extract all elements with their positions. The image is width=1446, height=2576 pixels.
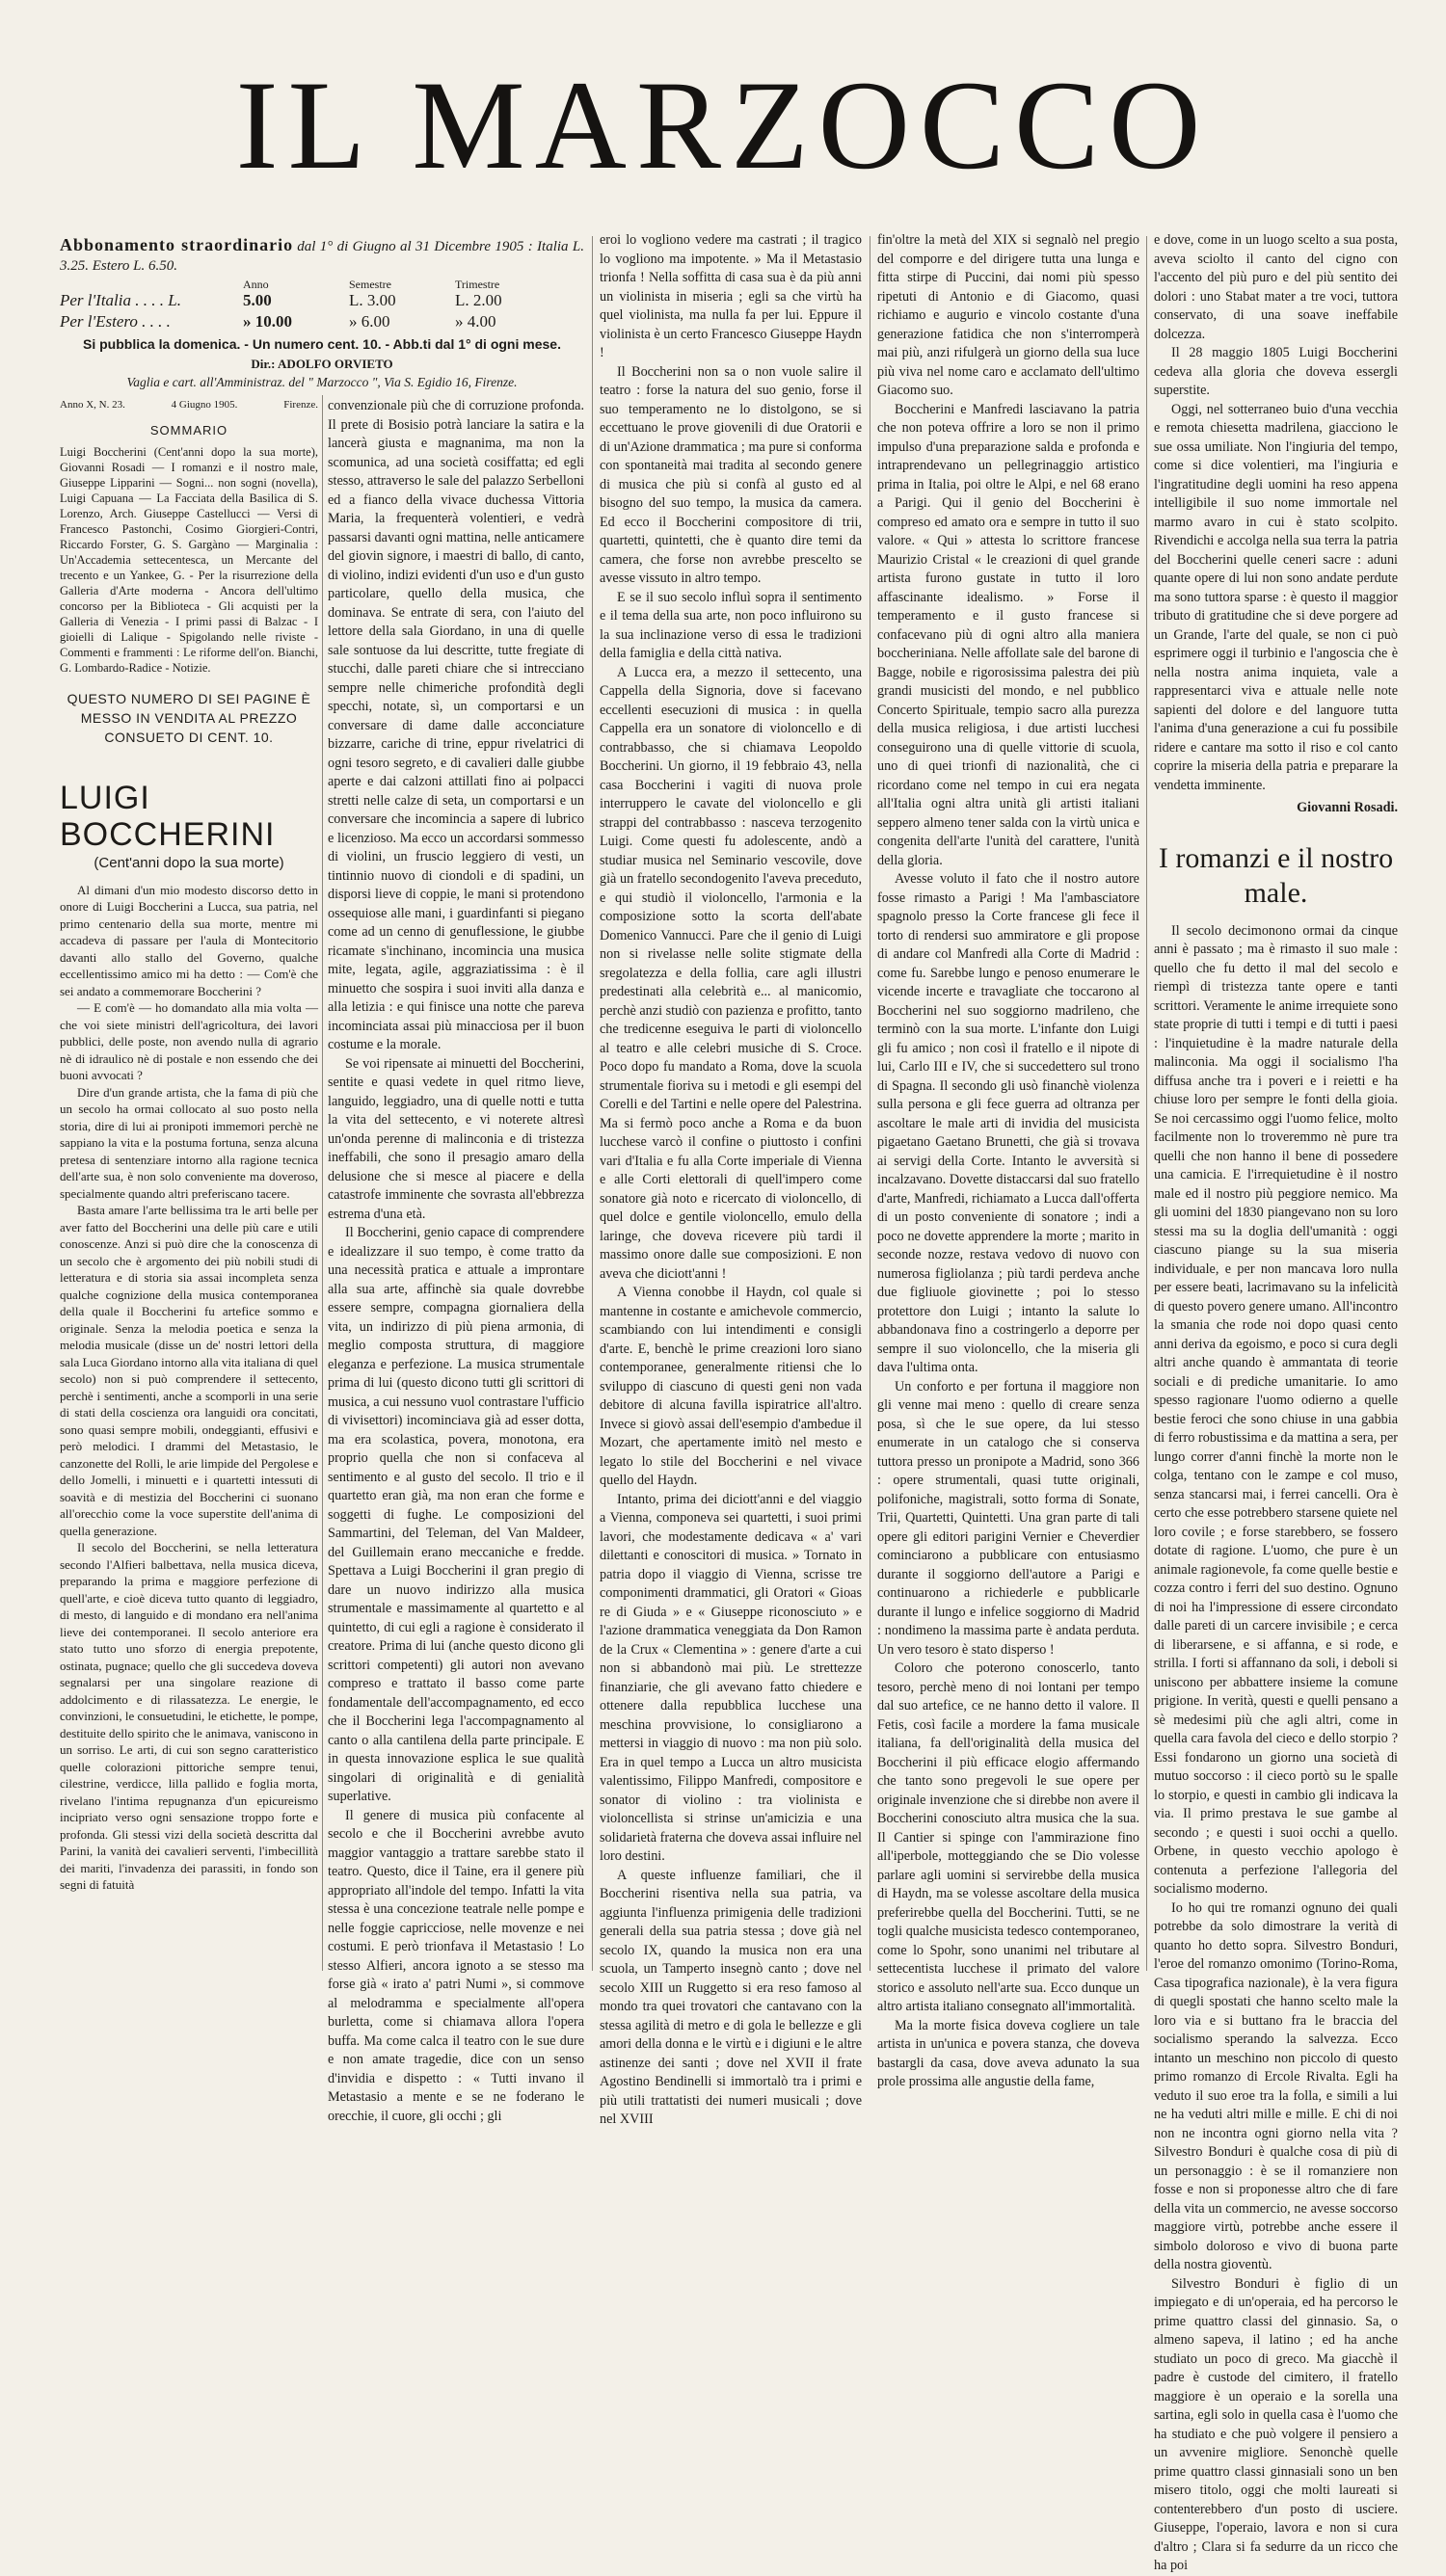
paragraph: Basta amare l'arte bellissima tra le arti belle per aver fatto del Boccherini una delle più care e utili conoscenze. Anzi si può dire che la conoscenza di un secolo che è argomento dei più nobili studi di letteratura e di storia sia assai incompleta senza qualche cognizione della musica contemporanea della quale il Boccherini fu artefice sommo e originale. Senza la melodia poetica e senza la melodia musicale (disse un de' nostri lettori della sala Luca Giordano intorno alla vita italiana di quel secolo) non si può comprendere il settecento, perchè i sentimenti, anche a scomporli in una serie di stati della coscienza ora languidi ora concitati, sono quasi sempre mobili, ondeggianti, effusivi e però melodici. I drammi del Metastasio, le canzonette del Rolli, le arie limpide del Pergolese e dello Jomelli, i minuetti e i quartetti intessuti di soavità e di mestizia del Boccherini ci suonano all'orecchio come la voce superstite dell'anima di quella generazione. (60, 1203, 318, 1538)
issue-city: Firenze. (283, 399, 318, 411)
publication-info: Si pubblica la domenica. - Un numero cent. 10. - Abb.ti dal 1° di ogni mese. (83, 336, 561, 352)
price-row-estero (60, 312, 584, 333)
article-2-title: I romanzi e il nostro male. (1158, 841, 1394, 909)
paragraph: Il genere di musica più confacente al secolo e che il Boccherini avrebbe avuto maggior vantaggio a trattare sarebbe stato il teatro. Questo, dice il Taine, era il genere più appropriato all'indole del tempo. Infatti la vita stessa è una concezione teatrale nelle pompe e nelle foggie capricciose, nelle movenze e nei costumi. E però trionfava il Metastasio ! Lo stesso Alfieri, ancora ignoto a se stesso ma forse già « irato a' patri Numi », si commove al melodramma e specialmente all'opera burletta, come si chiamava allora l'opera buffa. Ma come calca il teatro con le sue dure e non amate tragedie, dice con un senso d'invidia e dispetto : « Tutti invano il Metastasio a mente e se ne foderano le orecchie, il cuore, gli occhi ; gli (328, 1807, 584, 2124)
subscription-dates: dal 1° di Giugno al 31 Dicembre 1905 : Italia L. 3.25. Estero L. 6.50. (60, 239, 584, 274)
paragraph: Il Boccherini non sa o non vuole salire il teatro : forse la natura del suo genio, forse il suo temperamento ne lo distolgono, se si eccettuano le prove giovenili di due Oratorii e di un'Azione drammatica ; ma pure si conforma con spontaneità mai tradita al secondo genere di musica che più si confà al gusto ed al bisogno del suo tempo, la musica da camera. Ed ecco il Boccherini compositore di trii, quartetti, quintetti, che è quanto dire temi da camera, che forse non avrebbe prescelto se avesse vissuto in altro tempo. (600, 363, 862, 586)
italia-label: Per l'Italia . . . . L. (60, 291, 181, 309)
sommario-text: Luigi Boccherini (Cent'anni dopo la sua morte), Giovanni Rosadi — I romanzi e il nostro male, Giuseppe Lipparini — Sogni... non sogni (novella), Luigi Capuana — La Facciata della Basilica di S. Lorenzo, Arch. Giuseppe Castellucci — Versi di Francesco Pastonchi, Cosimo Giorgieri-Contri, Riccardo Forster, G. S. Gargàno — Marginalia : Un'Accademia settecentesca, un Mercante del trecento e un Yankee, G. - Per la risurrezione della Galleria d'Arte moderna - Ancora dell'ultimo concorso per la Biblioteca - Gli acquisti per la Galleria di Venezia - I primi passi di Balzac - I gioielli di Lalique - Spigolando nelle riviste - Commenti e frammenti : Le riforme dell'on. Bianchi, G. Lombardo-Radice - Notizie. (60, 445, 318, 675)
paragraph: E se il suo secolo influì sopra il sentimento e il tema della sua arte, non poco influirono su la sua inclinazione verso di essa le tradizioni della famiglia e della città nativa. (600, 589, 862, 661)
column-divider (1146, 236, 1147, 1971)
paragraph: Avesse voluto il fato che il nostro autore fosse rimasto a Parigi ! Ma l'ambasciatore spagnolo presso la Corte francese gli fece il torto di rendersi suo ammiratore e gli propose di andare col Manfredi alla Corte di Madrid : come fu. Sarebbe lungo e penoso enumerare le vicende incerte e travagliate che toccarono al Boccherini nel suo soggiorno madrileno, che terminò con la sua morte. L'infante don Luigi gli fu amico ; non così il fratello e il nipote di lui, Carlo III e IV, che si succedettero sul trono di Spagna. Il secondo gli usò financhè violenza sulla persona e gli fece guerra ad oltranza per ascoltare le male arti di invidia del musicista pigaetano Gaetano Brunetti, che già si trovava ai servigi della Corte. Intanto le avversità si incalzavano. Dovette distaccarsi dal suo fratello d'arte, Manfredi, richiamato a Lucca dall'offerta di un posto conveniente di sonatore ; indi a poco ne dovette apprendere la morte ; marito in seconde nozze, restava vedovo di nuovo con numerosa figliolanza ; più tardi perdeva anche due figliuole giovinette ; poi lo stesso protettore don Luigi ; intanto la salute lo abbandonava fino a costringerlo a deporre per sempre il suo violoncello, che la miseria gli dava l'ultima onta. (877, 871, 1139, 1375)
column-4 (877, 231, 1139, 2089)
paragraph: e dove, come in un luogo scelto a sua posta, aveva sciolto il canto del cigno con l'accento del più puro e del più sentito dei dolori : uno Stabat mater a tre voci, tuttora conservato, di una soave ineffabile dolcezza. (1154, 232, 1398, 342)
paragraph: Il 28 maggio 1805 Luigi Boccherini cedeva alla gloria che doveva essergli superstite. (1154, 345, 1398, 398)
paragraph: Se voi ripensate ai minuetti del Boccherini, sentite e quasi vedete in quel ritmo lieve, languido, leggiadro, una di quelle notti e tutta la vita del settecento, e vi noterete altresì un'onda perenne di malinconia e di tristezza ineffabili, che sono il presagio amaro della delusione che si mesce al piacere e della catastrofe imminente che sovrasta all'ebbrezza estrema d'una età. (328, 1055, 584, 1222)
estero-trim: » 4.00 (455, 312, 496, 331)
subscription-title: Abbonamento straordinario (60, 235, 294, 254)
paragraph: Boccherini e Manfredi lasciavano la patria che non poteva offrire a loro se non il primo impulso d'una preparazione salda e profonda e intraprendevano un pellegrinaggio artistico prima in Italia, poi oltre le Alpi, e nel 68 erano a Parigi. Qui il genio del Boccherini è compreso ed amato ora e sempre in tutto il suo valore. « Qui » attesta lo scrittore francese Maurizio Cristal « le creazioni di quel grande artista furono gustate in tutto il loro affascinante idealismo. » Forse il temperamento e il gusto francese si confacevano più di ogni altro alla maniera boccheriniana. Nelle affollate sale del barone di Bagge, nobile e rigorosissima palestra dei più grandi musicisti del mondo, e nel pubblico Concerto Spirituale, tempio sacro alla purezza della musica religiosa, i due artisti lucchesi conseguirono una di quelle vittorie di scuola, uno di quei trionfi di nazionalità, che ci ricordano come nel tempo in cui era negata all'Italia ogni altra unità gli artisti italiani seppero almeno tener salda con la virtù unica e congenita dell'arte l'unità del carattere, l'unità della gloria. (877, 401, 1139, 868)
director: Dir.: ADOLFO ORVIETO (251, 356, 393, 371)
column-1 (60, 397, 318, 2132)
sales-notice: QUESTO NUMERO DI SEI PAGINE È MESSO IN VENDITA AL PREZZO CONSUETO DI CENT. 10. (67, 691, 311, 745)
paragraph: Un conforto e per fortuna il maggiore non gli venne mai meno : quello di creare senza posa, sì che le sue opere, da lui stesso enumerate in un catalogo che si conserva tuttora presso un pronipote a Madrid, sono 366 : opere strumentali, quasi tutte originali, polifoniche, magistrali, sotto forma di Sonate, Trii, Quartetti, Quintetti. Una gran parte di tali opere gli editori parigini Vernier e Cheverdier cominciarono a pubblicare con entusiasmo durante il soggiorno dell'autore a Parigi e continuarono a richiederle e pubblicarle durante il lungo e infelice soggiorno di Madrid : nondimeno la massima parte è andata perduta. Un vero tesoro è stato disperso ! (877, 1378, 1139, 1658)
paragraph: Intanto, prima dei diciott'anni e del viaggio a Vienna, componeva sei quartetti, i suoi primi lavori, che modestamente dedicava « a' vari dilettanti e conoscitori di musica. » Tornato in patria dopo il viaggio di Vienna, scrisse tre componimenti drammatici, gli Oratori « Gioas re di Giuda » e « Giuseppe riconosciuto » e l'azione drammatica veneggiata da Don Ramon de la Crux « Clementina » : genere d'arte a cui non si abbandonò mai più. Le strettezze finanziarie, che gli avevano fatto chiedere e ottenere dalla repubblica lucchese una meschina provvisione, lo consigliarono a mettersi in viaggio di nuovo : ma non più solo. Era in quel tempo a Lucca un altro musicista valentissimo, Filippo Manfredi, compositore e sonator di violino : tra violinista e violoncellista si strinse un'amicizia e una solidarietà fraterna che doveva assai influire nel loro destini. (600, 1491, 862, 1864)
column-divider (592, 236, 593, 1971)
head-semestre: Semestre (349, 278, 391, 291)
italia-trim: L. 2.00 (455, 291, 502, 309)
paragraph: Io ho qui tre romanzi ognuno dei quali potrebbe da solo dimostrare la verità di quanto ho detto sopra. Silvestro Bonduri, l'eroe del romanzo omonimo (Torino-Roma, Casa tipografica nazionale), è la vera figura di quegli spostati che hanno scelto male la loro via e si buttano fra le braccia del socialismo sperando la salvezza. Ecco intanto un meschino non piccolo di questo primo romanzo di Ercole Rivalta. Egli ha veduto il suo eroe tra la folla, e simili a lui ne ha veduti altri mille e mille. E chi di noi non ne incontra ogni giorno nella vita ? Silvestro Bonduri è qualche cosa di più di un personaggio : è se il romanziere non fosse e non si proponesse altro che di fare della vita un commercio, ne avesse soccorso maggiore virtù, potrebbe anche essere il simbolo doloroso e vivo di buona parte della nostra gioventù. (1154, 1899, 1398, 2272)
paragraph: fin'oltre la metà del XIX si segnalò nel pregio del comporre e del dirigere tutta una lunga e fitta stirpe di Puccini, dai nomi più spesso ripetuti di Antonio e di Giacomo, quasi richiamo e augurio e vincolo costante d'una generazione fatidica che non s'interromperà mai più, anzi rifulgerà un giorno della sua luce più viva nel nome caro e acclamato dell'ultimo Giacomo suo. (877, 232, 1139, 398)
subscription-block (60, 236, 584, 390)
paragraph: A Vienna conobbe il Haydn, col quale si mantenne in costante e amichevole commercio, scambiando con lui intendimenti e consigli d'arte. E, benchè le prime creazioni loro siano contemporanee, generalmente ritiensi che lo sviluppo di ciascuno di questi geni non vada debitore di alcuna favilla ispiratrice all'altro. Invece si giovò assai dell'esempio d'ambedue il Mozart, che apertamente imitò nel mesto e legato lo stile del Boccherini e nel vivace quello del Haydn. (600, 1285, 862, 1488)
author-signature: Giovanni Rosadi. (1297, 800, 1398, 815)
estero-label: Per l'Estero . . . . (60, 312, 171, 331)
italia-sem: L. 3.00 (349, 291, 396, 309)
paragraph: Il Boccherini, genio capace di comprendere e idealizzare il suo tempo, è come tratto da una necessità pratica e attuale a improntare alla sua arte, affinchè sia quale dovrebbe essere sempre, compagna giornaliera della vita, un indirizzo di più piena armonia, di meglio composta struttura, di maggiore eleganza e perfezione. La musica strumentale prima di lui (questo dicono tutti gli scrittori di musica, a cui nessuno vuol contrastare l'ufficio di vivisettori) incominciava già ad esser dotta, ma era scolastica, povera, monotona, era proprio quella che non si confaceva al sentimento e al gusto del secolo. Il trio e il quartetto eran già, ma non eran che forme e soggetti di fughe. Le composizioni del Sammartini, del Teleman, del Van Maldeer, del Guillemain erano meccaniche e fredde. Spettava a Luigi Boccherini il gran pregio di dare un nuovo indirizzo alla musica strumentale e massimamente al quartetto e al quintetto, di cui egli a ragione è considerato il creatore. Prima di lui (anche questo dicono gli scrittori competenti) gli autori non avevano compreso e trattato il basso come parte fondamentale dell'accompagnamento, ed ecco che il Boccherini lega l'accompagnamento al canto o alla cantilena della parte principale. E in questa innovazione esplica le sue qualità singolari di originalità e di genialità superlative. (328, 1225, 584, 1804)
price-row-italia (60, 291, 584, 312)
paragraph: convenzionale più che di corruzione profonda. Il prete di Bosisio potrà lanciare la satira e la lancerà giusta e magnanima, ma non la scomunica, ad una società cosiffatta; ed egli stesso, attraverso le sale del palazzo Serbelloni ed a fianco della vivace duchessa Vittoria Maria, la frequenterà volentieri, e vedrà passarsi davanti ogni mattina, nelle anticamere del giovin signore, i maestri di ballo, di canto, di violino, indizi evidenti d'un uso e d'un gusto particolare, quello della musica, che dominava. Se entrate di sera, con l'aiuto del lettore della sala Giordano, in una di quelle sale sontuose da lui descritte, tutte fregiate di stucchi, dalle pareti chiare che si intrecciano sempre nelle chimeriche profondità degli specchi, notate, sì, un comportarsi e un conversare di dame dalle acconciature bizzarre, cariche di trine, eppur rivelatrici di ogni tesoro segreto, e di cavalieri dalle giubbe aperte e dai calzoni attillati fino ai polpacci stretti nelle calze di seta, un comportarsi e un conversare che incomincia a sapere di lubrico e licenzioso. Ma ecco un accordarsi sommesso di violini, un fruscio leggiero di vesti, un tintinnio nuovo di ciondoli e di spadini, un disporsi lieve di coppie, le mani si protendono ossequiose alle mani, i guardinfanti si piegano come ad un cenno di genuflessione, le giubbe ricamate s'inchinano, incomincia una musica mite, legata, agile, aggraziatissima : è il minuetto che sospira i suoi inviti alla danza e alla letizia : e qui finisce una notte che pareva incominciata assai più minacciosa per il buon costume e la morale. (328, 398, 584, 1052)
address: Vaglia e cart. all'Amministraz. del " Marzocco ", Via S. Egidio 16, Firenze. (126, 375, 518, 389)
estero-sem: » 6.00 (349, 312, 390, 331)
paragraph: Ma la morte fisica doveva cogliere un tale artista in un'unica e povera stanza, che doveva bastargli da casa, dove aveva adunato la sua prole prossima alle angustie della fame, (877, 2017, 1139, 2089)
issue-number: Anno X, N. 23. (60, 399, 125, 411)
column-divider (322, 395, 323, 1971)
paragraph: A queste influenze familiari, che il Boccherini risentiva nella sua patria, va aggiunta l'influenza primigenia delle tradizioni generali della sua patria stessa ; dove già nel secolo IX, quando la musica non era una scuola, un Tamperto insegnò canto ; dove nel secolo XIII un Ruggetto si era reso famoso al mondo tra quei trovatori che cantavano con la stessa agilità di metro e di gola le bellezze e gli amori della donna e le virtù e i digiuni e le altre astinenze dei santi ; dove nel XVII il frate Agostino Bendinelli si immortalò tra i primi e più utili trattatisti dei numeri musicali ; dove nel XVIII (600, 1867, 862, 2127)
issue-date: 4 Giugno 1905. (171, 399, 238, 411)
head-anno: Anno (243, 278, 269, 291)
subscription-header (60, 276, 584, 291)
column-3 (600, 231, 862, 2127)
estero-anno: » 10.00 (243, 312, 292, 331)
masthead-title: IL MARZOCCO (235, 54, 1211, 196)
paragraph: — E com'è — ho domandato alla mia volta — che voi siete ministri dell'agricoltura, dei lavori pubblici, delle poste, non avendo nulla di agrario nè di idraulico nè di postale e non essendo che dei buoni avvocati ? (60, 1000, 318, 1082)
paragraph: eroi lo vogliono vedere ma castrati ; il tragico lo vogliono ma impotente. » Ma il Metastasio trionfa ! Nella soffitta di casa sua è da più anni un violinista in miseria ; egli sa che virtù ha quel violinista, ma nulla fa per lui. Eppure il violinista è un certo Francesco Giuseppe Haydn ! (600, 232, 862, 360)
article-title: LUIGI BOCCHERINI (60, 780, 276, 853)
sommario-heading: SOMMARIO (149, 422, 228, 438)
paragraph: Il secolo decimonono ormai da cinque anni è passato ; ma è rimasto il suo male : quello che fu detto il mal del secolo e riempì di tristezza tante opere e tanti scrittori. Veramente le anime irrequiete sono state proprie di tutti i tempi e di tutti i paesi : l'inquietudine è la madre naturale della malinconia. Ma oggi il socialismo l'ha diffusa anche tra i poveri e i reietti e ha chiuse loro per sempre le fonti della gioia. Se noi cercassimo oggi l'uomo felice, molto facilmente non lo troveremmo nè pure tra quelli che non hanno il bene di possedere una camicia. E l'irrequietudine è il nostro male ed il nostro più peggiore nemico. Ma gli uomini del 1830 piangevano non su loro stessi ma su la doglia dell'umanità : oggi ciascuno piange su la sua miseria individuale, e per non mancava loro nulla per essere beati, lacrimavano su la infelicità di questo povero genere umano. All'incontro la smania che rode noi dopo quasi cento anni deriva da egoismo, e poco si cura degli altri anche quando è ammantata di teorie sociali e di prediche umanitarie. Io amo spesso ragionare l'uomo odierno a quelle bestie feroci che sono chiuse in una gabbia di ferro robustissima e da mattina a sera, per lungo correr d'anni finchè la morte non le colga, tentano con le zampe e col muso, senza stancarsi mai, i ferrei cancelli. Ora è certo che esse potrebbero starsene quiete nel loro covile ; e forse starebbero, se fossero dotate di ragione. L'uomo, che pure è un animale ragionevole, fa come quelle bestie e cozza contro i ferri del suo destino. Ognuno di noi ha l'impressione di essere circondato dalle pareti di un carcere invisibile ; e cerca di liberarsene, e si affanna, e si rode, e strilla. I forti si affannano da soli, i deboli si uniscono per abbattere insieme la comune prigione. In verità, questi e quelli pensano a sè medesimi più che agli altri, come in quella cara favola del cieco e dello storpio ? Essi fondarono un giorno una società di mutuo soccorso : il cieco portò su le spalle lo storpio, e questi in cambio gli indicava la via. Il primo prestava le sue gambe al secondo ; e questi i suoi occhi a quello. Orbene, in questo vecchio apologo è contenuta a perfezione l'allegoria del socialismo moderno. (1154, 922, 1398, 1897)
head-trimestre: Trimestre (455, 278, 500, 291)
paragraph: Coloro che poterono conoscerlo, tanto tesoro, perchè meno di noi lontani per tempo dal suo artefice, ce ne hanno detto il valore. Il Fetis, così facile a mordere la fama musicale italiana, fa dell'originalità della musica del Boccherini il più efficace elogio affermando che tanto sono pregevoli le sue opere per originale invenzione che si direbbe non avere il Boccherini conosciuto altra musica che la sua. Il Cantier si spinge con l'ammirazione fino all'iperbole, motteggiando che se Dio volesse parlare agli uomini si servirebbe della musica di Haydn, ma se volesse ascoltare della musica preferirebbe quella del Boccherini. Tutti, se ne togli qualche musicista tedesco contemporaneo, come lo Spohr, sono unanimi nel tributare al settecentista lucchese il primato del valore storico e assoluto nell'arte sua. Ecco dunque un altro artista italiano consegnato all'immortalità. (877, 1660, 1139, 2014)
paragraph: Oggi, nel sotterraneo buio d'una vecchia e remota chiesetta madrilena, giacciono le sue ossa umiliate. Non l'ingiuria del tempo, come si dice volentieri, ma l'ingiuria e l'ingratitudine degli uomini ha reso appena intelligibile il suo nome immortale nel marmo avaro in cui è stato scolpito. Rivendichi e accolga nella sua terra la patria del Boccherini quelle ceneri sacre : aduni quante opere di lui non sono andate perdute ma sono tuttora sparse : è questo il maggior tributo di gratitudine che si deve porgere ad un Grande, l'arte del quale, se non ci può esprimere oggi il turbinio e l'angoscia che è nella nostra anima inquieta, vale a rappresentarci viva e attuale nelle note sapienti del dolore e del languore tutta l'anima d'una generazione a cui fu possibile ridere e cantare ma sotto il riso e col canto coprire la miseria della patria e preparare la vendetta imminente. (1154, 401, 1398, 793)
paragraph: Silvestro Bonduri è figlio di un impiegato e di un'operaia, ed ha percorso le prime quattro classi del ginnasio. Sa, o almeno sapeva, il latino ; ed ha anche studiato un poco di greco. Ma giacchè il padre è custode del cimitero, il fratello maggiore è un operaio e la sorella una sartina, egli solo in quella casa è l'uomo che ha studiato e che può volgere il pensiero a un avvenire migliore. Senonchè quelle prime quattro classi ginnasiali sono un ben misero titolo, oggi che molti laureati si contenterebbero d'un posto di usciere. Giuseppe, l'operaio, lavora e non si cura d'altro ; Clara si fa sedurre da un ricco che ha poi (1154, 2275, 1398, 2573)
paragraph: Il secolo del Boccherini, se nella letteratura secondo l'Alfieri balbettava, nella musica diceva, preparando la prima e maggiore perfezione di quell'arte, e cioè diceva tutto quanto di leggiadro, di mesto, di languido e di mondano era nell'anima lieve dei contemporanei. Il secolo anteriore era stato tutto uno sforzo di energia prepotente, ostinata, pugnace; quello che gli succedeva doveva segnalarsi per una singolare reazione di addolcimento e di rilassatezza. Le energie, le convinzioni, le consuetudini, le etichette, le pompe, destituite dello spirito che le animava, vaniscono in un sorriso. Le arti, di cui son segno caratteristico quelle colorazioni pittoriche sempre tenui, cilestrine, verdicce, lilla pallido e foglia morta, rivelano l'intima repugnanza d'un epicureismo incipriato verso ogni sensazione troppo forte e profonda. Gli stessi vizi della società descritta dal Parini, la vanità dei cavalieri serventi, l'imbecillità dei mariti, l'invadenza dei parassiti, in fondo son segni di fatuità (60, 1540, 318, 1892)
column-5 (1154, 231, 1398, 2573)
article-subtitle: (Cent'anni dopo la sua morte) (94, 855, 284, 871)
issue-line (60, 397, 318, 414)
paragraph: A Lucca era, a mezzo il settecento, una Cappella della Signoria, dove si facevano eccellenti esecuzioni di musica : in quella Cappella era un sonatore di violoncello e di contrabbasso, che si chiamava Leopoldo Boccherini. Un giorno, il 19 febbraio 43, nella casa Boccherini i vagiti di nuova prole interruppero le cavate del violoncello e gli strappi del contrabbasso : nasceva terzogenito Luigi. Come questi fu adolescente, andò a studiar musica nel Seminario vescovile, dove già un fratello secondogenito l'aveva preceduto, e qui studiò il violoncello, l'armonia e la composizione sotto la scorta dell'abate Domenico Vannucci. Pare che il genio di Luigi non si rivelasse nelle solite stigmate della sregolatezza e della follia, care agli illustri predestinati alla celebrità e... al manicomio, perchè anzi studiò con pazienza e profitto, tanto che tredicenne eseguiva le parti di violoncello al teatro e alle celebri musiche di S. Croce. Poco dopo fu mandato a Roma, dove la scuola strumentale fioriva su i metodi e gli esempi del Corelli e del Tartini e nelle opere del Palestrina. Ma si fermò poco anche a Roma e da buon lucchese varcò il confine o piuttosto i confini vari d'Italia e fu alla Corte imperiale di Vienna e alle Corti elettorali di quell'impero come sonatore già noto e ricercato di violoncello, di quel dolce e gentile violoncello, emulo della laringe, che doveva ricevere più tardi il massimo onore dalle sue composizioni. E non aveva che diciott'anni ! (600, 664, 862, 1282)
paragraph: Al dimani d'un mio modesto discorso detto in onore di Luigi Boccherini a Lucca, sua patria, nel primo centenario della sua morte, mentre mi accadeva di passare per l'aula di Montecitorio davanti allo stallo del Governo, qualche eccellentissimo amico mi ha detto : — Com'è che sei andato a commemorare Boccherini ? (60, 882, 318, 998)
column-2 (328, 397, 584, 2132)
italia-anno: 5.00 (243, 291, 272, 309)
paragraph: Dire d'un grande artista, che la fama di più che un secolo ha ormai collocato al suo posto nella storia, dire di lui ai pronipoti immemori perchè ne sappiano la vita e la postuma fortuna, senza alcuna pretesa di sentenziare intorno alla ragione tecnica dell'arte sua, è non solo conveniente ma doveroso, specialmente quando altri preferiscano tacere. (60, 1084, 318, 1201)
